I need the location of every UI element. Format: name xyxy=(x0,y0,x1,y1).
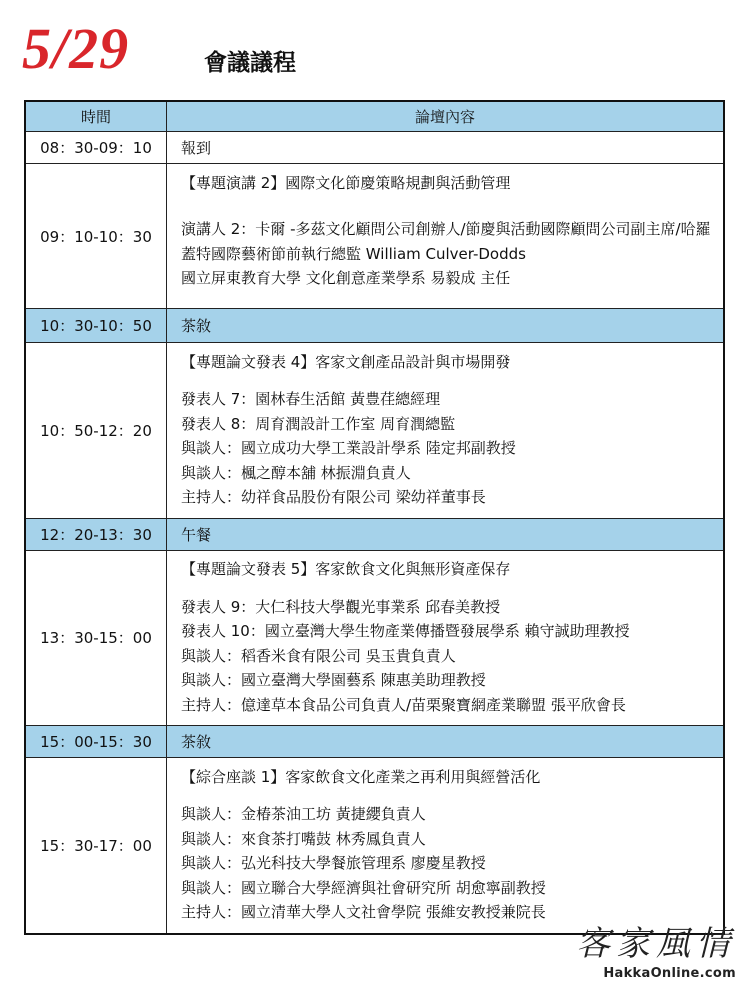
page-title: 會議議程 xyxy=(204,50,296,76)
speaker-line: 演講人 2：卡爾 -多茲文化顧問公司創辦人/節慶與活動國際顧問公司副主席/哈羅蓋特國際藝術節前執行總監 William Culver-Dodds xyxy=(181,220,711,263)
session-topic: 【綜合座談 1】客家飲食文化產業之再利用與經營活化 xyxy=(181,767,541,786)
session-topic: 【專題論文發表 4】客家文創產品設計與市場開發 xyxy=(181,352,511,371)
agenda-row xyxy=(25,343,724,519)
speaker-line: 主持人：國立清華大學人文社會學院 張維安教授兼院長 xyxy=(181,903,546,921)
agenda-row xyxy=(25,164,724,309)
time-cell: 08：30-09：10 xyxy=(25,132,167,164)
speaker-line: 與談人：金椿茶油工坊 黃捷纓負責人 xyxy=(181,805,426,823)
time-cell: 12：20-13：30 xyxy=(25,518,167,550)
time-cell: 10：30-10：50 xyxy=(25,309,167,343)
site-url: HakkaOnline.com xyxy=(603,966,736,981)
content-cell: 報到 xyxy=(167,132,725,164)
speaker-line: 發表人 9：大仁科技大學觀光事業系 邱春美教授 xyxy=(181,597,501,616)
speaker-line: 與談人：國立臺灣大學園藝系 陳惠美助理教授 xyxy=(181,671,486,689)
speaker-line: 主持人：億達草本食品公司負責人/苗栗聚寶網產業聯盟 張平欣會長 xyxy=(181,695,626,714)
session-topic: 【專題演講 2】國際文化節慶策略規劃與活動管理 xyxy=(181,173,511,192)
time-cell: 09：10-10：30 xyxy=(25,164,167,309)
table-header-row xyxy=(25,101,724,132)
content-cell: 茶敘 xyxy=(167,309,725,343)
speaker-line: 國立屏東教育大學 文化創意產業學系 易毅成 主任 xyxy=(181,269,511,288)
speaker-line: 與談人：國立聯合大學經濟與社會研究所 胡愈寧副教授 xyxy=(181,878,546,897)
agenda-row-break xyxy=(25,309,724,343)
speaker-line: 與談人：弘光科技大學餐旅管理系 廖慶星教授 xyxy=(181,854,486,872)
calligraphy-logo: 客家風情 xyxy=(576,924,736,964)
session-topic: 【專題論文發表 5】客家飲食文化與無形資產保存 xyxy=(181,560,511,578)
event-date: 5/29 xyxy=(22,16,130,81)
content-cell: 午餐 xyxy=(167,518,725,550)
time-cell: 15：30-17：00 xyxy=(25,758,167,934)
agenda-table xyxy=(24,100,725,935)
content-column-header: 論壇內容 xyxy=(167,101,725,132)
agenda-row xyxy=(25,758,724,934)
agenda-row xyxy=(25,550,724,726)
time-column-header: 時間 xyxy=(25,101,167,132)
agenda-row xyxy=(25,132,724,164)
speaker-line: 發表人 8：周育潤設計工作室 周育潤總監 xyxy=(181,414,456,433)
speaker-line: 與談人：國立成功大學工業設計學系 陸定邦副教授 xyxy=(181,439,516,457)
speaker-line: 與談人：來食茶打嘴鼓 林秀鳳負責人 xyxy=(181,829,426,848)
speaker-line: 主持人：幼祥食品股份有限公司 梁幼祥董事長 xyxy=(181,488,486,506)
speaker-line: 與談人：楓之醇本舖 林振淵負責人 xyxy=(181,463,411,482)
agenda-row-break xyxy=(25,726,724,758)
time-cell: 15：00-15：30 xyxy=(25,726,167,758)
time-cell: 13：30-15：00 xyxy=(25,550,167,726)
agenda-row-break xyxy=(25,518,724,550)
site-logo xyxy=(576,922,736,981)
speaker-line: 發表人 7：園林春生活館 黃豊荏總經理 xyxy=(181,390,441,408)
content-cell: 茶敘 xyxy=(167,726,725,758)
time-cell: 10：50-12：20 xyxy=(25,343,167,519)
speaker-line: 與談人：稻香米食有限公司 吳玉貴負責人 xyxy=(181,646,456,665)
speaker-line: 發表人 10：國立臺灣大學生物產業傳播暨發展學系 賴守誠助理教授 xyxy=(181,622,630,640)
